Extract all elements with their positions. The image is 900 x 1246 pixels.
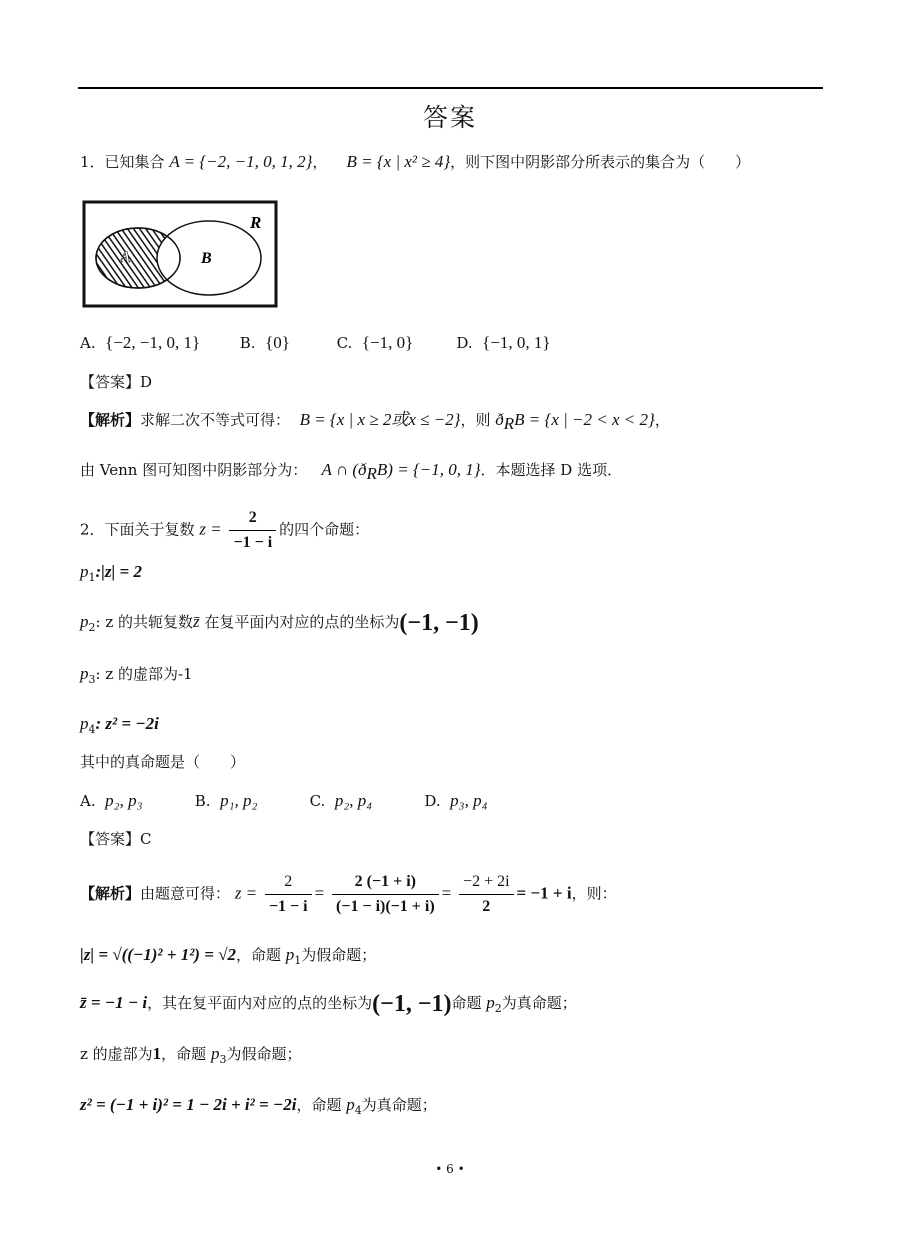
prop-label: p <box>210 1044 220 1063</box>
analysis-z: z = <box>234 883 258 903</box>
analysis-label: 【解析】 <box>80 884 141 903</box>
prop-subscript: 2 <box>494 1002 502 1015</box>
q1-set-a: A = {−2, −1, 0, 1, 2} <box>169 152 313 171</box>
q2-stem-text: 2．下面关于复数 <box>80 520 195 539</box>
prop-subscript: 1 <box>294 954 302 967</box>
complement-subscript: R <box>366 464 377 483</box>
analysis-text: 由题意可得： <box>140 884 231 903</box>
q1-answer: 【答案】D <box>80 373 153 391</box>
option-letter: C. <box>336 334 353 352</box>
analysis-text: ，则： <box>571 884 617 903</box>
fraction-numerator: 2 <box>265 872 312 895</box>
fraction-numerator: 2 (−1 + i) <box>332 872 439 895</box>
prop-subscript: 4 <box>88 723 96 736</box>
q1-intersection: A ∩ (ð <box>321 460 367 479</box>
q2-question: 其中的真命题是（ ） <box>80 753 246 771</box>
option-letter: C. <box>309 792 326 810</box>
analysis-result: = −1 + i <box>516 883 572 903</box>
option-letter: B. <box>239 334 256 352</box>
q2-fraction <box>229 508 276 553</box>
option-letter: B. <box>194 792 211 810</box>
fraction-numerator: −2 + 2i <box>459 872 514 895</box>
prop-label: p <box>80 612 89 631</box>
header-rule <box>78 87 823 89</box>
analysis-text: 由 Venn 图可知图中阴影部分为： <box>80 461 308 479</box>
page-title: 答案 <box>422 103 477 132</box>
fraction-numerator: 2 <box>229 508 276 531</box>
q1-stem-tail: ，则下图中阴影部分所表示的集合为（ ） <box>450 153 751 171</box>
analysis-text: ．本题选择 D 选项． <box>480 461 623 479</box>
prop-body: :|z| = 2 <box>95 562 142 581</box>
option-value: p₃, p₄ <box>450 791 488 810</box>
q1-set-b: B = {x | x² ≥ 4} <box>346 152 451 171</box>
prop-body: : z 的虚部为-1 <box>95 665 193 683</box>
q2-answer: 【答案】C <box>80 830 152 848</box>
analysis-fraction-3 <box>459 872 514 917</box>
q2-proposition-p1 <box>80 562 142 588</box>
analysis-text: 为真命题； <box>361 1096 437 1114</box>
prop-body: 在复平面内对应的点的坐标为 <box>204 613 400 631</box>
q2-proposition-p4 <box>80 714 159 740</box>
option-value: {−1, 0} <box>361 333 414 352</box>
option-letter: D. <box>456 334 473 352</box>
q1-option-a <box>80 333 235 353</box>
q2-analysis-line2 <box>80 945 376 971</box>
q2-option-c <box>310 791 420 811</box>
option-letter: A. <box>80 792 96 810</box>
q1-stem-text: 1．已知集合 <box>80 153 165 171</box>
analysis-fraction-1 <box>265 872 312 917</box>
q2-option-d <box>424 791 487 811</box>
prop-label: p <box>80 562 89 581</box>
modulus-calc: |z| = √((−1)² + 1²) = √2 <box>80 945 236 964</box>
q1-result-set: B) = {−1, 0, 1} <box>376 460 481 479</box>
complement-symbol: ð <box>495 410 504 429</box>
page-number: • 6 • <box>435 1162 465 1176</box>
imaginary-part-value: 1 <box>152 1044 162 1063</box>
q2-analysis-line1 <box>80 872 617 917</box>
analysis-text: z 的虚部为 <box>80 1045 153 1063</box>
fraction-denominator: −1 − i <box>233 534 273 551</box>
venn-label-r: R <box>250 213 262 232</box>
q2-analysis-line3 <box>80 993 577 1019</box>
fraction-denominator: (−1 − i)(−1 + i) <box>336 898 435 915</box>
q2-z-eq: z = <box>199 519 222 539</box>
option-value: {−2, −1, 0, 1} <box>105 333 201 352</box>
analysis-text: ，命题 <box>161 1045 207 1063</box>
prop-label: p <box>346 1095 355 1114</box>
option-value: {−1, 0, 1} <box>482 333 551 352</box>
analysis-text: 命题 <box>451 994 482 1012</box>
q1-options <box>80 333 551 353</box>
fraction-denominator: −1 − i <box>268 898 308 915</box>
analysis-text: ， <box>654 411 670 429</box>
q2-option-a <box>80 791 190 811</box>
prop-label: p <box>285 945 295 964</box>
option-value: p₂, p₄ <box>334 791 373 810</box>
analysis-text: 为假命题； <box>226 1045 302 1063</box>
q1-comma: ， <box>312 153 328 171</box>
prop-subscript: 4 <box>354 1104 362 1117</box>
option-letter: A. <box>80 334 96 352</box>
q2-analysis-line5 <box>80 1095 437 1121</box>
prop-label: p <box>80 714 89 733</box>
equals-sign: = <box>441 883 452 903</box>
q1-complement-b: B = {x | −2 < x < 2} <box>514 410 655 429</box>
fraction-denominator: 2 <box>482 898 491 915</box>
venn-label-a: A <box>120 249 131 266</box>
prop-label: p <box>80 664 89 683</box>
prop-label: p <box>486 993 495 1012</box>
q1-option-b <box>240 333 332 353</box>
prop-body: : z 的共轭复数 <box>95 613 193 631</box>
analysis-text: 为假命题； <box>301 946 377 964</box>
q2-option-b <box>195 791 305 811</box>
venn-label-b: B <box>201 250 212 267</box>
q1-analysis-line1 <box>80 410 670 434</box>
prop-subscript: 3 <box>88 673 96 686</box>
equals-sign: = <box>314 883 325 903</box>
prop-subscript: 3 <box>219 1053 227 1066</box>
analysis-fraction-2 <box>332 872 439 917</box>
q1-analysis-line2 <box>80 460 622 484</box>
prop-subscript: 2 <box>88 621 96 634</box>
z-conjugate: z̄ <box>193 612 200 631</box>
analysis-text: ，命题 <box>235 946 281 964</box>
analysis-text: ，命题 <box>296 1096 342 1114</box>
q1-set-b-solved: B = {x | x ≥ 2或x ≤ −2} <box>299 410 461 429</box>
q1-option-c <box>337 333 452 353</box>
prop-subscript: 1 <box>88 571 96 584</box>
square-calc: z² = (−1 + i)² = 1 − 2i + i² = −2i <box>80 1095 297 1114</box>
analysis-text: 求解二次不等式可得： <box>140 411 291 429</box>
option-value: {0} <box>265 333 290 352</box>
q2-proposition-p2 <box>80 612 479 638</box>
q2-proposition-p3 <box>80 664 193 690</box>
q2-stem <box>80 508 369 553</box>
option-value: p₁, p₂ <box>220 791 258 810</box>
analysis-text: 为真命题； <box>501 994 577 1012</box>
analysis-text: ，则 <box>460 411 491 429</box>
complement-subscript: R <box>503 414 515 433</box>
analysis-text: ，其在复平面内对应的点的坐标为 <box>147 994 373 1012</box>
prop-coordinate: (−1, −1) <box>399 610 479 636</box>
conjugate-calc: z̄ = −1 − i <box>80 993 148 1012</box>
venn-diagram <box>82 200 278 308</box>
prop-body: : z² = −2i <box>95 714 159 733</box>
q1-option-d <box>456 333 550 353</box>
prop-coordinate: (−1, −1) <box>372 991 452 1017</box>
option-value: p₂, p₃ <box>105 791 143 810</box>
q2-options <box>80 791 487 811</box>
q1-stem <box>80 152 750 172</box>
q2-analysis-line4 <box>80 1044 301 1070</box>
analysis-label: 【解析】 <box>80 411 141 429</box>
option-letter: D. <box>424 792 441 810</box>
q2-stem-tail: 的四个命题： <box>279 520 370 539</box>
